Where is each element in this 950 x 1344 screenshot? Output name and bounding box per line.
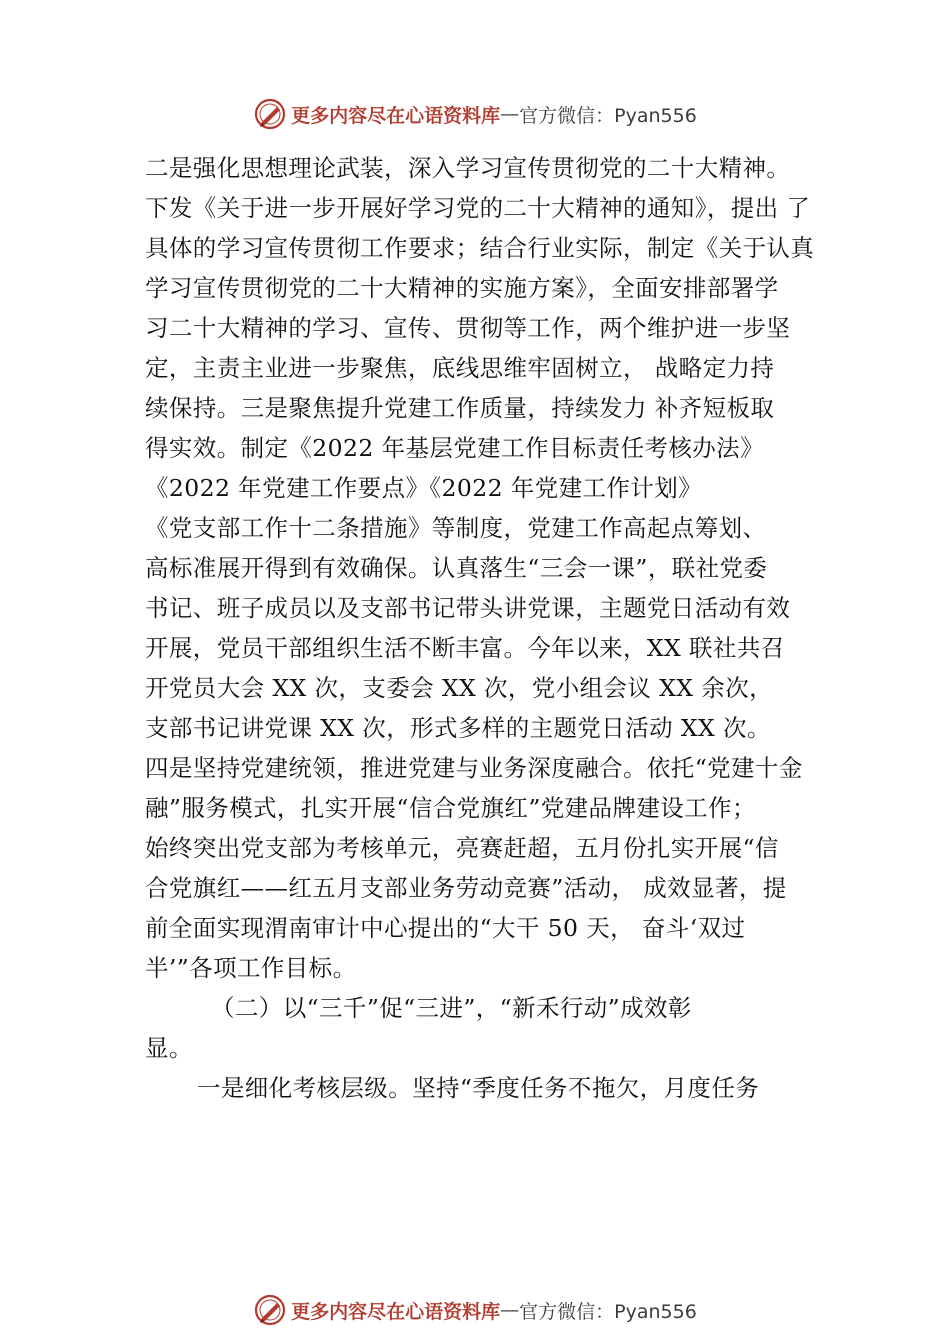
text-line: 得实效。制定《2022 年基层党建工作目标责任考核办法》 [145,434,764,462]
watermark-separator: — [500,1299,520,1321]
watermark-footer [0,1290,950,1330]
section-heading-continued: 显。 [145,1034,193,1062]
text-line: 四是坚持党建统领，推进党建与业务深度融合。依托“党建十金 [145,754,803,782]
watermark-wechat: 官方微信：Pyan556 [519,104,697,127]
text-line: 下发《关于进一步开展好学习党的二十大精神的通知》，提出 了 [145,194,811,222]
text-line: 二是强化思想理论武装，深入学习宣传贯彻党的二十大精神。 [145,154,791,182]
text-line: 续保持。三是聚焦提升党建工作质量，持续发力 补齐短板取 [145,394,775,422]
text-line: 半’”各项工作目标。 [145,954,357,982]
watermark-site-name: 更多内容尽在心语资料库 [291,1300,501,1323]
text-line: 书记、班子成员以及支部书记带头讲党课，主题党日活动有效 [145,594,791,622]
watermark-separator: — [500,103,520,125]
text-line: 定，主责主业进一步聚焦，底线思维牢固树立， 战略定力持 [145,354,775,382]
watermark-site-name: 更多内容尽在心语资料库 [291,104,501,127]
text-line: 具体的学习宣传贯彻工作要求；结合行业实际，制定《关于认真 [145,234,815,262]
text-line: 学习宣传贯彻党的二十大精神的实施方案》，全面安排部署学 [145,274,779,302]
watermark-wechat: 官方微信：Pyan556 [519,1300,697,1323]
text-line: 支部书记讲党课 XX 次，形式多样的主题党日活动 XX 次。 [145,714,771,742]
pen-seal-icon [253,97,287,131]
document-body [145,148,835,1108]
text-line: 前全面实现渭南审计中心提出的“大干 50 天， 奋斗‘双过 [145,914,746,942]
text-line: 《党支部工作十二条措施》等制度，党建工作高起点筹划、 [145,514,767,542]
text-line: 融”服务模式，扎实开展“信合党旗红”党建品牌建设工作； [145,794,756,822]
text-line: 一是细化考核层级。坚持“季度任务不拖欠，月度任务 [197,1074,760,1102]
section-heading: （二）以“三千”促“三进”，“新禾行动”成效彰 [211,994,692,1022]
text-line: 《2022 年党建工作要点》《2022 年党建工作计划》 [145,474,703,502]
watermark-header [0,94,950,134]
text-line: 开展，党员干部组织生活不断丰富。今年以来，XX 联社共召 [145,634,785,662]
text-line: 始终突出党支部为考核单元，亮赛赶超，五月份扎实开展“信 [145,834,779,862]
text-line: 高标准展开得到有效确保。认真落生“三会一课”，联社党委 [145,554,768,582]
text-line: 开党员大会 XX 次，支委会 XX 次，党小组会议 XX 余次， [145,674,773,702]
text-line: 合党旗红——红五月支部业务劳动竞赛”活动， 成效显著，提 [145,874,787,902]
pen-seal-icon [253,1293,287,1327]
text-line: 习二十大精神的学习、宣传、贯彻等工作，两个维护进一步坚 [145,314,791,342]
